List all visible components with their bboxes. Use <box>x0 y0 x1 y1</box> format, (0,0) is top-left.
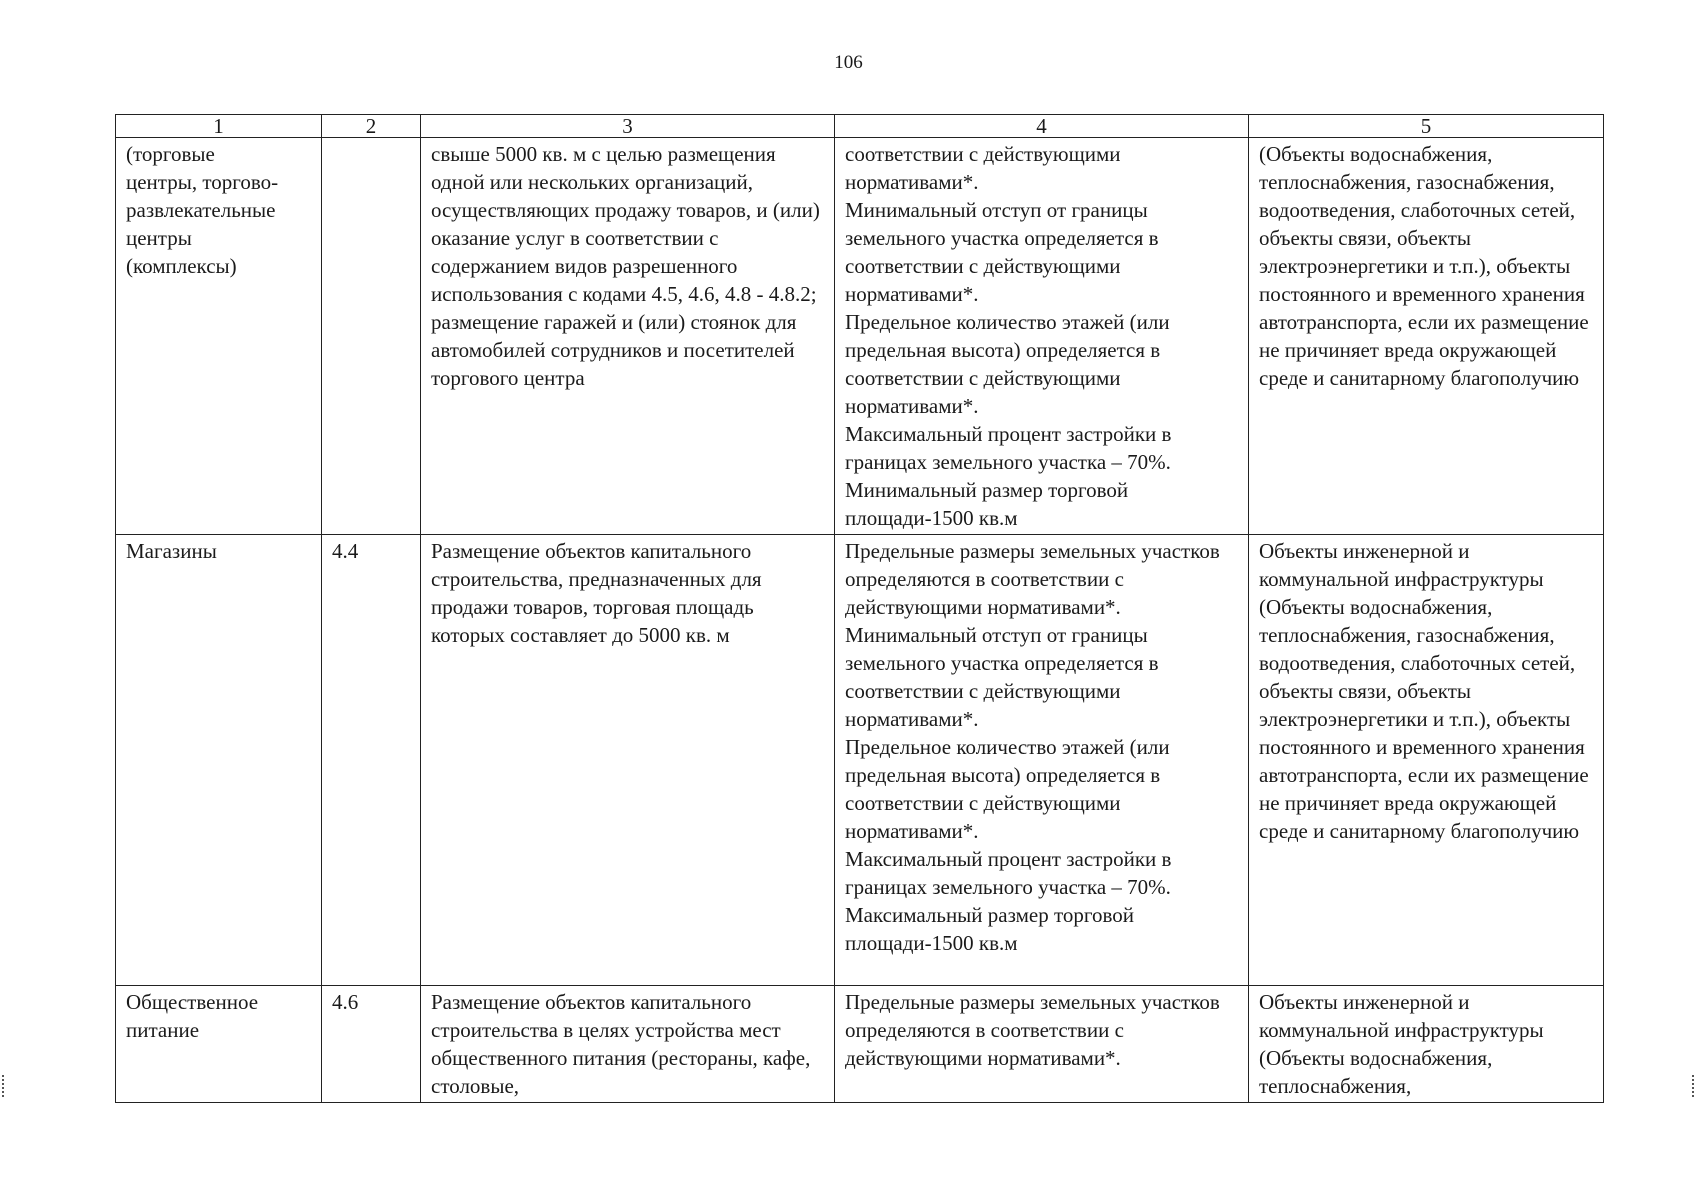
cell-use-code: 4.6 <box>322 986 421 1103</box>
column-header-3: 3 <box>421 115 835 138</box>
cell-use-name: (торговые центры, торгово- развлекательные центры (комплексы) <box>116 138 322 535</box>
cell-use-description: свыше 5000 кв. м с целью размещения одной или нескольких организаций, осуществляющих продажу товаров, и (или) оказание услуг в соответствии с содержанием видов разрешенного использования с кодами 4.5, 4.6, 4.8 - 4.8.2; размещение гаражей и (или) стоянок для автомобилей сотрудников и посетителей торгового центра <box>421 138 835 535</box>
table-row <box>116 986 1604 1103</box>
cell-use-code <box>322 138 421 535</box>
cell-limit-parameters: Предельные размеры земельных участков определяются в соответствии с действующими нормативами*. Минимальный отступ от границы земельного участка определяется в соответствии с действующими нормативами*. Предельное количество этажей (или предельная высота) определяется в соответствии с действующими нормативами*. Максимальный процент застройки в границах земельного участка – 70%. Максимальный размер торговой площади-1500 кв.м <box>835 535 1249 986</box>
cell-auxiliary-uses: Объекты инженерной и коммунальной инфраструктуры (Объекты водоснабжения, теплоснабжения, <box>1249 986 1604 1103</box>
cell-auxiliary-uses: Объекты инженерной и коммунальной инфраструктуры (Объекты водоснабжения, теплоснабжения, газоснабжения, водоотведения, слаботочных сетей, объекты связи, объекты электроэнергетики и т.п.), объекты постоянного и временного хранения автотранспорта, если их размещение не причиняет вреда окружающей среде и санитарному благополучию <box>1249 535 1604 986</box>
cell-limit-parameters: Предельные размеры земельных участков определяются в соответствии с действующими нормативами*. <box>835 986 1249 1103</box>
cell-use-description: Размещение объектов капитального строительства, предназначенных для продажи товаров, торговая площадь которых составляет до 5000 кв. м <box>421 535 835 986</box>
cell-use-code: 4.4 <box>322 535 421 986</box>
table-header-row <box>116 115 1604 138</box>
cell-use-name: Магазины <box>116 535 322 986</box>
cell-use-description: Размещение объектов капитального строительства в целях устройства мест общественного питания (рестораны, кафе, столовые, <box>421 986 835 1103</box>
cell-limit-parameters: соответствии с действующими нормативами*. Минимальный отступ от границы земельного участка определяется в соответствии с действующими нормативами*. Предельное количество этажей (или предельная высота) определяется в соответствии с действующими нормативами*. Максимальный процент застройки в границах земельного участка – 70%. Минимальный размер торговой площади-1500 кв.м <box>835 138 1249 535</box>
land-use-table <box>115 114 1604 1103</box>
column-header-1: 1 <box>116 115 322 138</box>
table-row <box>116 535 1604 986</box>
cell-use-name: Общественное питание <box>116 986 322 1103</box>
page-number: 106 <box>834 52 863 73</box>
column-header-5: 5 <box>1249 115 1604 138</box>
cell-auxiliary-uses: (Объекты водоснабжения, теплоснабжения, газоснабжения, водоотведения, слаботочных сетей, объекты связи, объекты электроэнергетики и т.п.), объекты постоянного и временного хранения автотранспорта, если их размещение не причиняет вреда окружающей среде и санитарному благополучию <box>1249 138 1604 535</box>
scan-edge-mark-right <box>1692 1075 1696 1097</box>
scan-edge-mark-left <box>2 1075 6 1097</box>
table-row <box>116 138 1604 535</box>
column-header-2: 2 <box>322 115 421 138</box>
column-header-4: 4 <box>835 115 1249 138</box>
